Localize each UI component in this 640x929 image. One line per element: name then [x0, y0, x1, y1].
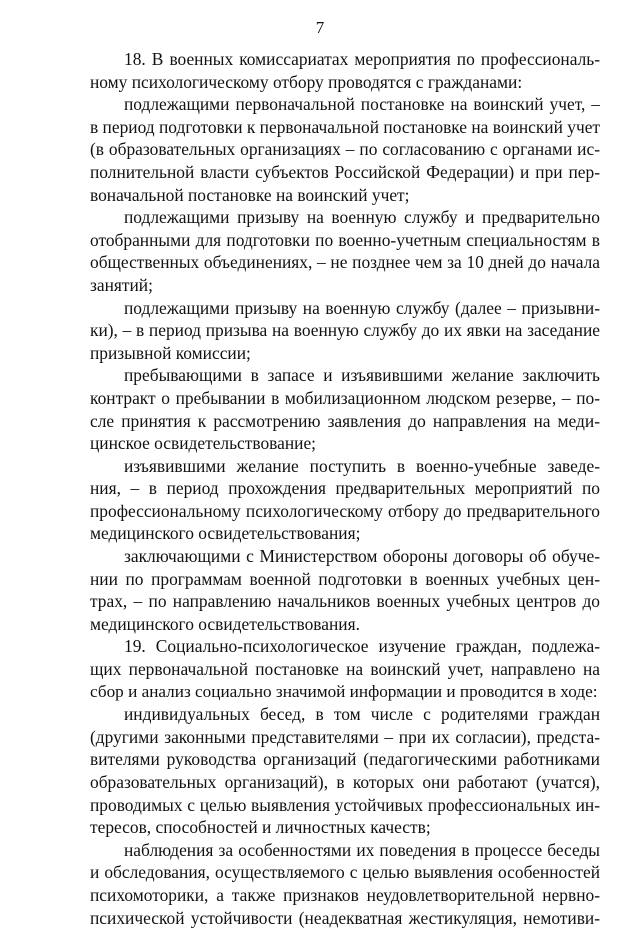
text-line: 19. Социально-психологическое изучение граждан, подлежа- [124, 636, 600, 657]
text-line: ному психологическому отбору проводятся с гражданами: [90, 71, 523, 92]
text-line: общественных объединениях, – не позднее чем за 10 дней до начала [90, 252, 600, 273]
text-line: образовательных организаций), в которых они работают (учатся), [90, 772, 600, 792]
text-line: щих первоначальной постановке на воинский учет, направлено на [90, 659, 600, 680]
text-line: контракт о пребывании в мобилизационном людском резерве, – по- [90, 387, 600, 408]
text-line: (другими законными представителями – при их согласии), предста- [90, 726, 600, 747]
page-number: 7 [315, 18, 325, 37]
text-line: и обследования, осуществляемого с целью выявления особенностей [90, 862, 600, 883]
text-line: медицинского освидетельствования. [90, 613, 360, 634]
text-line: наблюдения за особенностями их поведения в процессе беседы [124, 839, 600, 860]
text-line: заключающими с Министерством обороны договоры об обуче- [124, 546, 600, 567]
text-line: тересов, способностей и личностных качеств; [90, 817, 431, 838]
text-line: подлежащими призыву на военную службу (далее – призывни- [124, 297, 600, 318]
text-line: подлежащими призыву на военную службу и предварительно [124, 207, 600, 228]
text-line: ки), – в период призыва на военную службу до их явки на заседание [90, 320, 600, 341]
document-body [90, 48, 600, 929]
text-line: профессиональному психологическому отбору до предварительного [90, 500, 600, 521]
text-line: подлежащими первоначальной постановке на воинский учет, – [124, 94, 600, 115]
text-line: ния, – в период прохождения предварительных мероприятий по [90, 478, 600, 499]
text-line: психической устойчивости (неадекватная жестикуляция, немотиви- [90, 907, 600, 928]
text-line: трах, – по направлению начальников военных учебных центров до [90, 591, 600, 612]
text-line: цинское освидетельствование; [90, 433, 317, 454]
text-line: проводимых с целью выявления устойчивых профессиональных ин- [90, 794, 600, 815]
text-line: 18. В военных комиссариатах мероприятия по профессиональ- [124, 49, 600, 69]
text-line: индивидуальных бесед, в том числе с родителями граждан [124, 704, 600, 725]
text-line: вителями руководства организаций (педагогическими работниками [90, 749, 600, 770]
text-line: сбор и анализ социально значимой информации и проводится в ходе: [90, 681, 598, 701]
text-line: отобранными для подготовки по военно-учетным специальностям в [90, 229, 600, 250]
text-line: полнительной власти субъектов Российской Федерации) и при пер- [90, 161, 600, 182]
text-line: занятий; [90, 274, 153, 295]
text-line: пребывающими в запасе и изъявившими желание заключить [124, 365, 600, 386]
text-line: в период подготовки к первоначальной постановке на воинский учет [90, 116, 601, 137]
text-line: воначальной постановке на воинский учет; [90, 184, 410, 205]
text-line: (в образовательных организациях – по согласованию с органами ис- [90, 139, 600, 160]
text-line: нии по программам военной подготовки в военных учебных цен- [90, 568, 600, 589]
text-line: сле принятия к рассмотрению заявления до направления на меди- [90, 410, 600, 431]
text-line: призывной комиссии; [90, 342, 251, 363]
text-line: медицинского освидетельствования; [90, 523, 361, 544]
text-line: изъявившими желание поступить в военно-учебные заведе- [124, 455, 600, 476]
text-line: психомоторики, а также признаков неудовлетворительной нервно- [90, 884, 600, 905]
